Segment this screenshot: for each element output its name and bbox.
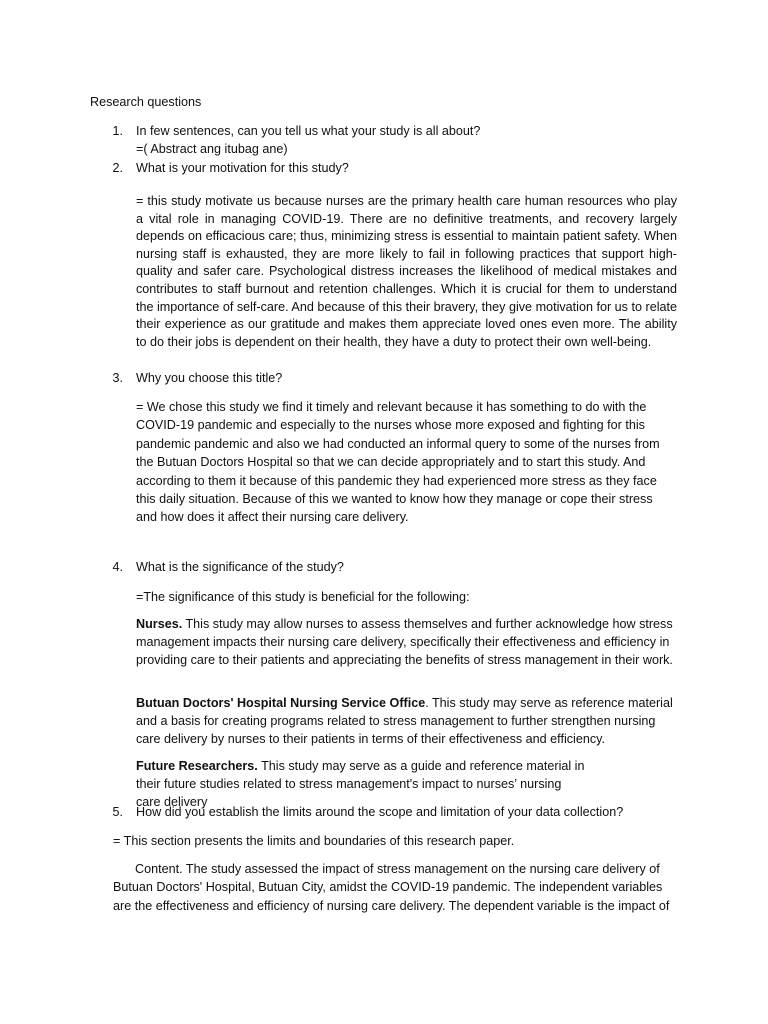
q1-answer: =( Abstract ang itubag ane) <box>136 142 288 156</box>
q5-answer: = This section presents the limits and boundaries of this research paper. <box>113 834 515 848</box>
q2-answer: = this study motivate us because nurses are the primary health care human resources who play a vital role in managing COVID-19. There are no definitive treatments, and recovery largely depends on efficacious care; thus, minimizing stress is essential to maintain patient safety. When nursing staff is exhausted, they are more likely to fail in following practices that support high-quality and safer care. Psychological distress increases the likelihood of medical mistakes and contributes to staff burnout and retention challenges. Which it is crucial for them to understand the importance of self-care. And because of this their bravery, they give motivation for us to relate their experience as our gratitude and makes them appreciate loved ones even more. The ability to do their jobs is dependent on their health, they have a duty to protect their own well-being. <box>136 194 677 349</box>
q1-question: In few sentences, can you tell us what your study is all about? <box>136 124 481 138</box>
q3-number: 3. <box>112 371 123 385</box>
q4-number: 4. <box>112 560 123 574</box>
significance-text: . This study may serve as reference material and a basis for creating programs related to stress management to further strengthen nursing care delivery by nurses to their patients in terms of their effectiveness and efficiency. <box>136 696 673 746</box>
significance-text: This study may allow nurses to assess themselves and further acknowledge how stress management impacts their nursing care delivery, specifically their effectiveness and efficiency in providing care to their patients and appreciating the benefits of stress management in their work. <box>136 617 673 667</box>
q5-question: How did you establish the limits around the scope and limitation of your data collection? <box>136 805 624 819</box>
q4-intro: =The significance of this study is beneficial for the following: <box>136 590 470 604</box>
q4-question: What is the significance of the study? <box>136 560 344 574</box>
significance-term: Butuan Doctors' Hospital Nursing Service Office <box>136 696 426 710</box>
q3-answer: = We chose this study we find it timely and relevant because it has something to do with the COVID-19 pandemic and especially to the nurses whose more exposed and fighting for this pandemic pandemic and also we had conducted an informal query to some of the nurses from the Butuan Doctors Hospital so that we can decide appropriately and to start this study. And according to them it because of this pandemic they had experienced more stress as they face this daily situation. Because of this we wanted to know how they manage or cope their stress and how does it affect their nursing care delivery. <box>136 400 660 525</box>
q2-question: What is your motivation for this study? <box>136 161 349 175</box>
significance-term: Future Researchers. <box>136 759 258 773</box>
significance-term: Nurses. <box>136 617 183 631</box>
q3-question: Why you choose this title? <box>136 371 283 385</box>
q5-number: 5. <box>112 805 123 819</box>
significance-nurses <box>136 615 676 669</box>
significance-text: This study may serve as a guide and reference material in their future studies related to stress management's impact to nurses’ nursing care delivery <box>136 759 585 809</box>
significance-nursing-office <box>136 694 678 748</box>
q5-content: Content. The study assessed the impact of stress management on the nursing care delivery of Butuan Doctors' Hospital, Butuan City, amidst the COVID-19 pandemic. The independent variables are the effectiveness and efficiency of nursing care delivery. The dependent variable is the impact of <box>113 862 670 913</box>
q1-number: 1. <box>112 124 123 138</box>
section-heading: Research questions <box>90 95 202 109</box>
q2-number: 2. <box>112 161 123 175</box>
